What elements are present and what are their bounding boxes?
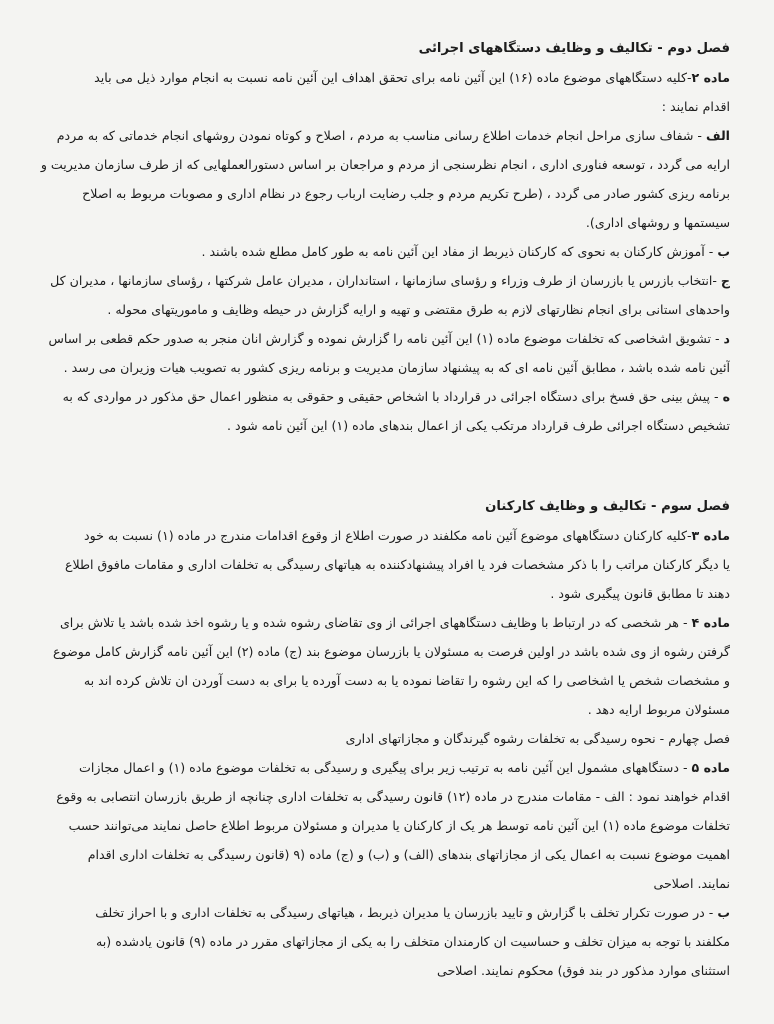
clause-he-label: ه	[722, 389, 730, 404]
article-5-line-2: اقدام خواهند نمود : الف - مقامات مندرج در ماده (۱۲) قانون رسیدگی به تخلفات اداری چنانچه از طریق بازرسان انتصابی به وقوع	[56, 789, 730, 804]
clause-dal-line-1: - تشویق اشخاصی که تخلفات موضوع ماده (۱) این آئین نامه را گزارش نموده و گزارش انان منجر به صدور حکم قطعی بر اساس	[48, 331, 724, 346]
clause-alef-line-2: ارایه می گردد ، توسعه فناوری اداری ، انجام نظرسنجی از مردم و مراجعان بر اساس دستورالعملهایی که از طرف سازمان مدیریت و	[40, 157, 730, 172]
article-3-label: ماده ۳	[691, 528, 730, 543]
clause-alef-label: الف	[705, 128, 730, 143]
article-2-line-2: اقدام نمایند :	[661, 99, 730, 114]
article-3	[26, 521, 730, 608]
clause-jim-line-2: واحدهای استانی برای انجام نظارتهای لازم به طرق مقتضی و تهیه و ارایه گزارش در حیطه وظایف و ماموریتهای محوله .	[107, 302, 730, 317]
chapter-4-title: فصل چهارم - نحوه رسیدگی به تخلفات رشوه گیرندگان و مجازاتهای اداری	[345, 731, 730, 746]
clause-be-2-line-2: مکلفند با توجه به میزان تخلف و حساسیت ان کارمندان متخلف را به یکی از مجازاتهای مقرر در ماده (۹) قانون یادشده (به	[96, 934, 730, 949]
article-2	[26, 63, 730, 121]
section-gap	[26, 440, 730, 492]
clause-be-2	[26, 898, 730, 985]
clause-jim-label: ج	[720, 273, 730, 288]
article-3-line-2: یا دیگر کارکنان مراتب را با ذکر مشخصات فرد یا افراد پیشنهادکننده به هیاتهای رسیدگی به تخلفات اداری و مقامات مافوق اطلاع	[64, 557, 730, 572]
clause-be-2-line-3: استثنای موارد مذکور در بند فوق) محکوم نمایند. اصلاحی	[436, 963, 730, 978]
clause-alef-line-3: برنامه ریزی کشور صادر می گردد ، (طرح تکریم مردم و جلب رضایت ارباب رجوع در نظام اداری و مصوبات مربوط به اصلاح	[82, 186, 730, 201]
article-4-line-1: - هر شخصی که در ارتباط با وظایف دستگاههای اجرائی از وی تقاضای رشوه شده و یا رشوه اخذ شده باشد یا تلاش برای	[59, 615, 692, 630]
clause-alef-line-1: - شفاف سازی مراحل انجام خدمات اطلاع رسانی مناسب به مردم ، اصلاح و کوتاه نمودن روشهای انجام خدماتی که به مردم	[56, 128, 706, 143]
article-2-label: ماده ۲	[691, 70, 730, 85]
article-5-line-5: نمایند. اصلاحی	[653, 876, 730, 891]
chapter-2-title: فصل دوم - تکالیف و وظایف دستگاههای اجرائی	[418, 41, 730, 56]
clause-dal	[26, 324, 730, 382]
article-5-line-1: - دستگاههای مشمول این آئین نامه به ترتیب زیر برای پیگیری و رسیدگی به تخلفات موضوع ماده (۱) و اعمال مجازات	[79, 760, 692, 775]
article-4-line-3: و مشخصات شخص یا اشخاصی را که این رشوه را تقاضا نموده یا به دست آورده یا برای به دست آوردن ان تلاش کرده اند به	[83, 673, 730, 688]
article-4-line-4: مسئولان مربوط ارایه دهد .	[587, 702, 730, 717]
article-5-label: ماده ۵	[691, 760, 730, 775]
article-2-line-1: -کلیه دستگاههای موضوع ماده (۱۶) این آئین نامه برای تحقق اهداف این آئین نامه نسبت به انجام موارد ذیل می باید	[94, 70, 692, 85]
clause-he	[26, 382, 730, 440]
article-5	[26, 753, 730, 898]
clause-be-2-line-1: - در صورت تکرار تخلف با گزارش و تایید بازرسان یا مدیران ذیربط ، هیاتهای رسیدگی به تخلفات اداری و با احراز تخلف	[95, 905, 718, 920]
clause-jim-line-1: -انتخاب بازرس یا بازرسان از طرف وزراء و رؤسای سازمانها ، استانداران ، مدیران عامل شرکتها ، رؤسای سازمانها ، مدیران کل	[50, 273, 721, 288]
clause-be-2-label: ب	[717, 905, 730, 920]
clause-alef-line-4: سیستمها و روشهای اداری).	[585, 215, 730, 230]
clause-he-line-1: - پیش بینی حق فسخ برای دستگاه اجرائی در قرارداد با اشخاص حقیقی و حقوقی به منظور اعمال حق مذکور در مواردی که به	[62, 389, 723, 404]
article-5-line-3: تخلفات موضوع ماده (۱) این آئین نامه توسط هر یک از کارکنان یا مدیران و مسئولان مربوط اطلاع حاصل نمایند می‌توانند حسب	[68, 818, 730, 833]
clause-jim	[26, 266, 730, 324]
chapter-3-title: فصل سوم - تکالیف و وظایف کارکنان	[485, 499, 730, 514]
clause-dal-label: د	[723, 331, 730, 346]
clause-dal-line-2: آئین نامه شده باشد ، مطابق آئین نامه ای که به پیشنهاد سازمان مدیریت و برنامه ریزی کشور به تصویب هیات وزیران می رسد .	[63, 360, 730, 375]
article-5-line-4: اهمیت موضوع نسبت به اعمال یکی از مجازاتهای بندهای (الف) و (ب) و (ج) ماده (۹ (قانون رسیدگی به تخلفات اداری اقدام	[87, 847, 730, 862]
article-3-line-1: -کلیه کارکنان دستگاههای موضوع آئین نامه مکلفند در صورت اطلاع از وقوع اقدامات مندرج در ماده (۱) نسبت به خود	[83, 528, 692, 543]
article-4	[26, 608, 730, 724]
clause-alef	[26, 121, 730, 237]
article-3-line-3: دهند تا مطابق قانون پیگیری شود .	[550, 586, 730, 601]
clause-he-line-2: تشخیص دستگاه اجرائی طرف قرارداد مرتکب یکی از اعمال بندهای ماده (۱) این آئین نامه شود .	[227, 418, 730, 433]
clause-be-label: ب	[717, 244, 730, 259]
clause-be	[26, 237, 730, 266]
article-4-line-2: گرفتن رشوه از وی شده باشد در اولین فرصت به مسئولان یا بازرسان موضوع بند (ج) ماده (۲) این آئین نامه گزارش کامل موضوع	[53, 644, 730, 659]
article-4-label: ماده ۴	[691, 615, 730, 630]
clause-be-line-1: - آموزش کارکنان به نحوی که کارکنان ذیربط از مفاد این آئین نامه به طور کامل مطلع شده باشند .	[201, 244, 718, 259]
